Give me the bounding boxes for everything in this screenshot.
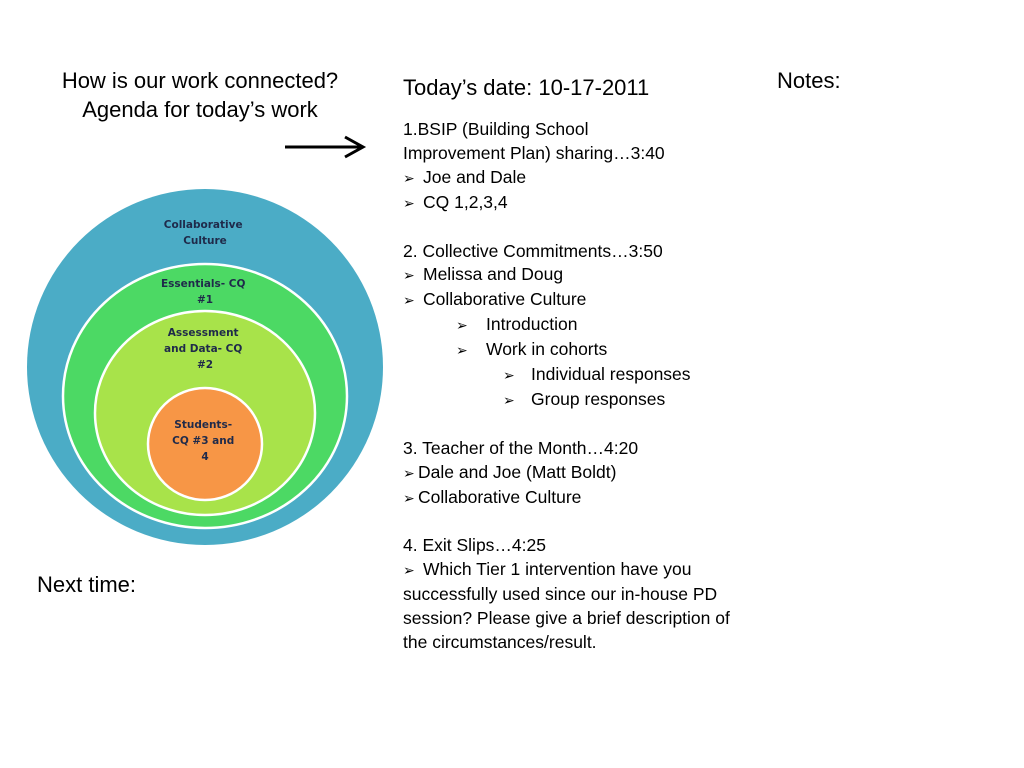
list-item: ➢ Joe and Dale xyxy=(403,166,748,191)
list-item: ➢ Collaborative Culture xyxy=(403,486,748,511)
agenda-heading: 2. Collective Commitments…3:50 xyxy=(403,240,663,261)
arrow-bullet-icon: ➢ xyxy=(456,342,468,359)
arrow-bullet-icon: ➢ xyxy=(403,292,415,309)
label-students: Students- CQ #3 and 4 xyxy=(172,419,235,463)
agenda-heading: 3. Teacher of the Month…4:20 xyxy=(403,437,639,458)
arrow-bullet-icon: ➢ xyxy=(403,169,415,186)
next-time-label: Next time: xyxy=(37,572,137,597)
arrow-bullet-icon: ➢ xyxy=(403,464,415,481)
arrow-bullet-icon: ➢ xyxy=(456,317,468,334)
title-line-1: How is our work connected? xyxy=(61,68,339,93)
list-item: ➢ Collaborative Culture xyxy=(403,288,748,313)
list-item: ➢ Which Tier 1 intervention have you successfully used since our in-house PD session? Please give a brief description of the circumstances/result. xyxy=(403,559,730,652)
label-essentials: Essentials- CQ #1 xyxy=(160,278,246,306)
list-item: ➢ Work in cohorts xyxy=(403,338,748,363)
label-assessment-data: Assessment and Data- CQ #2 xyxy=(164,327,243,371)
arrow-bullet-icon: ➢ xyxy=(403,194,415,211)
list-item: ➢ Dale and Joe (Matt Boldt) xyxy=(403,461,748,486)
arrow-bullet-icon: ➢ xyxy=(503,367,515,384)
list-item: ➢ Group responses xyxy=(403,388,748,413)
arrow-bullet-icon: ➢ xyxy=(403,267,415,284)
list-item: ➢ Individual responses xyxy=(403,363,748,388)
agenda-heading-cont: Improvement Plan) sharing…3:40 xyxy=(403,142,665,163)
notes-label: Notes: xyxy=(777,68,841,93)
list-item: ➢ Introduction xyxy=(403,313,748,338)
title-line-2: Agenda for today’s work xyxy=(82,97,318,122)
arrow-bullet-icon: ➢ xyxy=(403,562,415,579)
agenda-list xyxy=(403,74,748,655)
agenda-heading: 4. Exit Slips…4:25 xyxy=(403,535,546,556)
list-item: ➢ CQ 1,2,3,4 xyxy=(403,191,748,216)
list-item: ➢ Melissa and Doug xyxy=(403,263,748,288)
agenda-heading: 1.BSIP (Building School xyxy=(403,119,589,139)
arrow-bullet-icon: ➢ xyxy=(503,391,515,408)
arrow-bullet-icon: ➢ xyxy=(403,489,415,506)
concentric-circles-diagram xyxy=(0,0,400,560)
label-collaborative-culture: Collaborative Culture xyxy=(163,219,243,247)
todays-date: Today’s date: 10-17-2011 xyxy=(403,75,650,100)
